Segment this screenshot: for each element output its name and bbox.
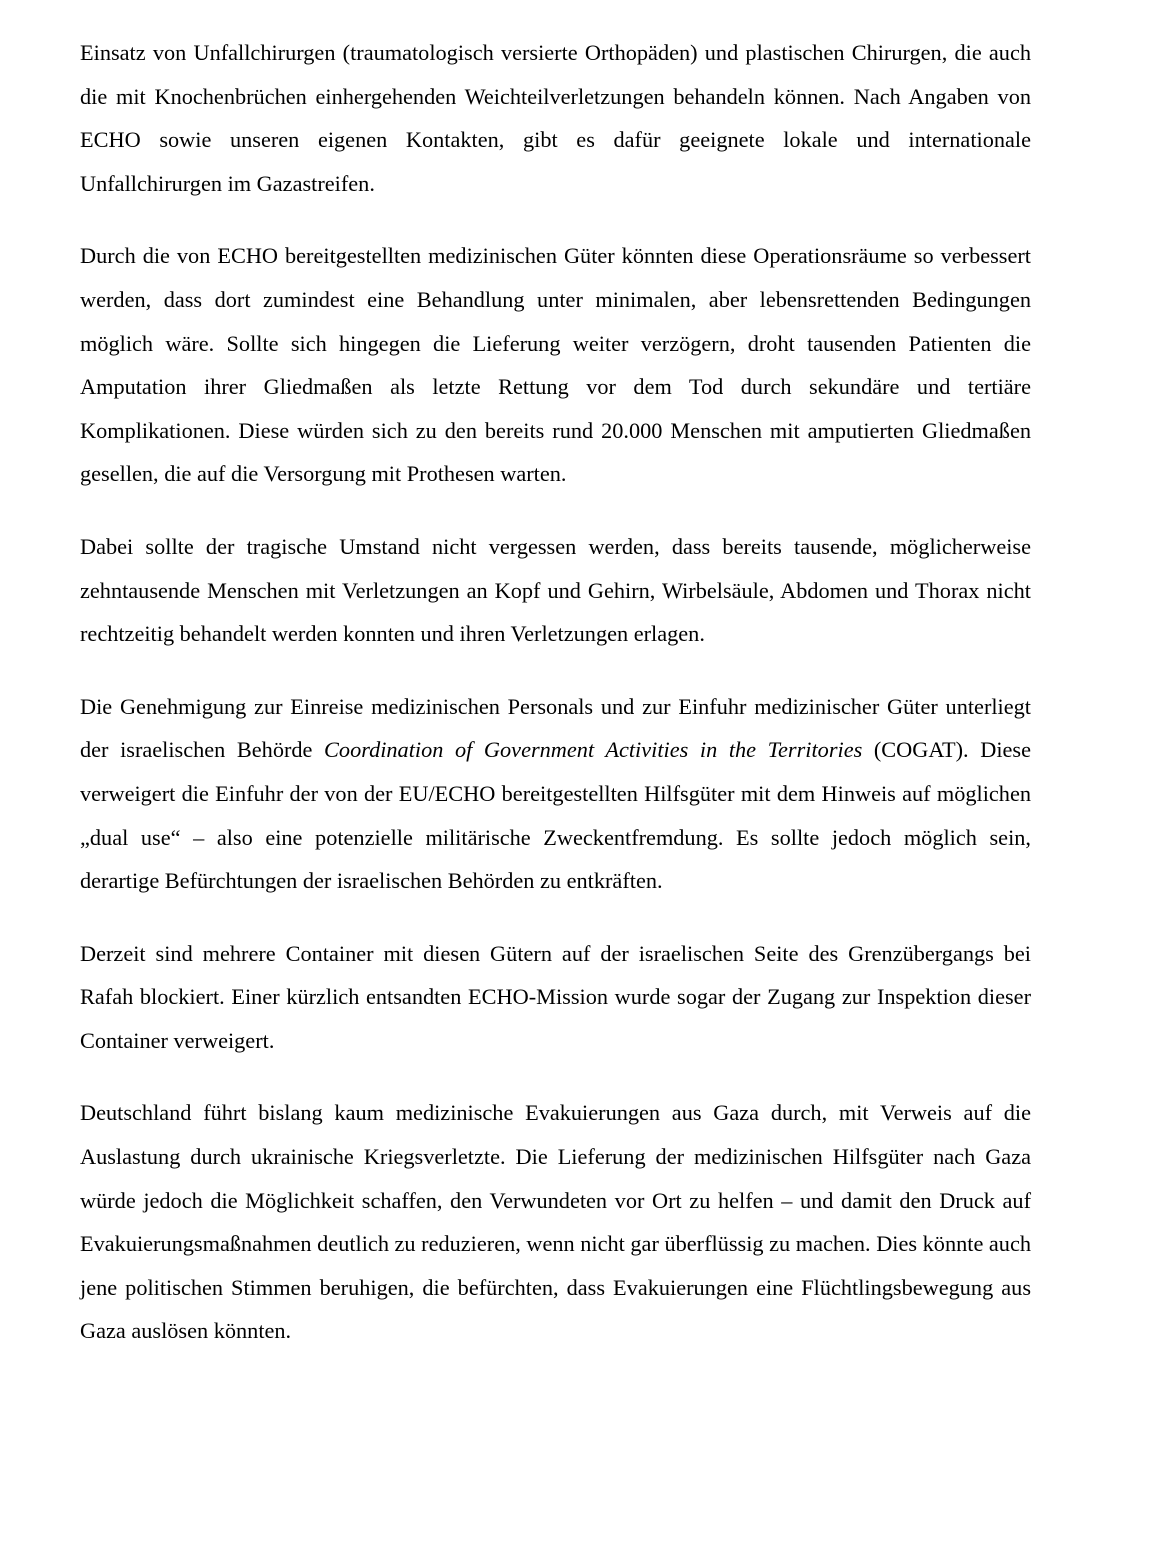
paragraph-cogat-rest: (COGAT). Diese verweigert die Einfuhr der von der EU/ECHO bereitgestellten Hilfsgüter mit dem Hinweis auf möglichen „dual use“ – also eine potenzielle militärische Zweckentfremdung. Es sollte jedoch möglich sein, derartige Befürchtungen der israelischen Behörden zu entkräften.: [80, 737, 1031, 894]
paragraph-echo-goods: Durch die von ECHO bereitgestellten medizinischen Güter könnten diese Operationsräume so verbessert werden, dass dort zumindest eine Behandlung unter minimalen, aber lebensrettenden Bedingungen möglich wäre. Sollte sich hingegen die Lieferung weiter verzögern, droht tausenden Patienten die Amputation ihrer Gliedmaßen als letzte Rettung vor dem Tod durch sekundäre und tertiäre Komplikationen. Diese würden sich zu den bereits rund 20.000 Menschen mit amputierten Gliedmaßen gesellen, die auf die Versorgung mit Prothesen warten.: [80, 243, 1031, 487]
paragraph-surgeons: Einsatz von Unfallchirurgen (traumatologisch versierte Orthopäden) und plastischen Chirurgen, die auch die mit Knochenbrüchen einhergehenden Weichteilverletzungen behandeln können. Nach Angaben von ECHO sowie unseren eigenen Kontakten, gibt es dafür geeignete lokale und internationale Unfallchirurgen im Gazastreifen.: [80, 40, 1031, 196]
paragraph-containers: Derzeit sind mehrere Container mit diesen Gütern auf der israelischen Seite des Grenzübergangs bei Rafah blockiert. Einer kürzlich entsandten ECHO-Mission wurde sogar der Zugang zur Inspektion dieser Container verweigert.: [80, 940, 1031, 1053]
paragraph-cogat: [80, 685, 1031, 903]
paragraph-cogat-lead: Die Genehmigung zur Einreise medizinischen Personals und zur Einfuhr medizinischer Güter unterliegt der israelischen Behörde: [80, 693, 1031, 763]
paragraph-fatalities: Dabei sollte der tragische Umstand nicht vergessen werden, dass bereits tausende, möglicherweise zehntausende Menschen mit Verletzungen an Kopf und Gehirn, Wirbelsäule, Abdomen und Thorax nicht rechtzeitig behandelt werden konnten und ihren Verletzungen erlagen.: [80, 533, 1031, 647]
paragraph-germany-evacuations: Deutschland führt bislang kaum medizinische Evakuierungen aus Gaza durch, mit Verweis auf die Auslastung durch ukrainische Kriegsverletzte. Die Lieferung der medizinischen Hilfsgüter nach Gaza würde jedoch die Möglichkeit schaffen, den Verwundeten vor Ort zu helfen – und damit den Druck auf Evakuierungsmaßnahmen deutlich zu reduzieren, wenn nicht gar überflüssig zu machen. Dies könnte auch jene politischen Stimmen beruhigen, die befürchten, dass Evakuierungen eine Flüchtlingsbewegung aus Gaza auslösen könnten.: [80, 1100, 1032, 1344]
cogat-full-name: Coordination of Government Activities in the Territories: [324, 737, 863, 763]
document-page: [80, 31, 1031, 1382]
